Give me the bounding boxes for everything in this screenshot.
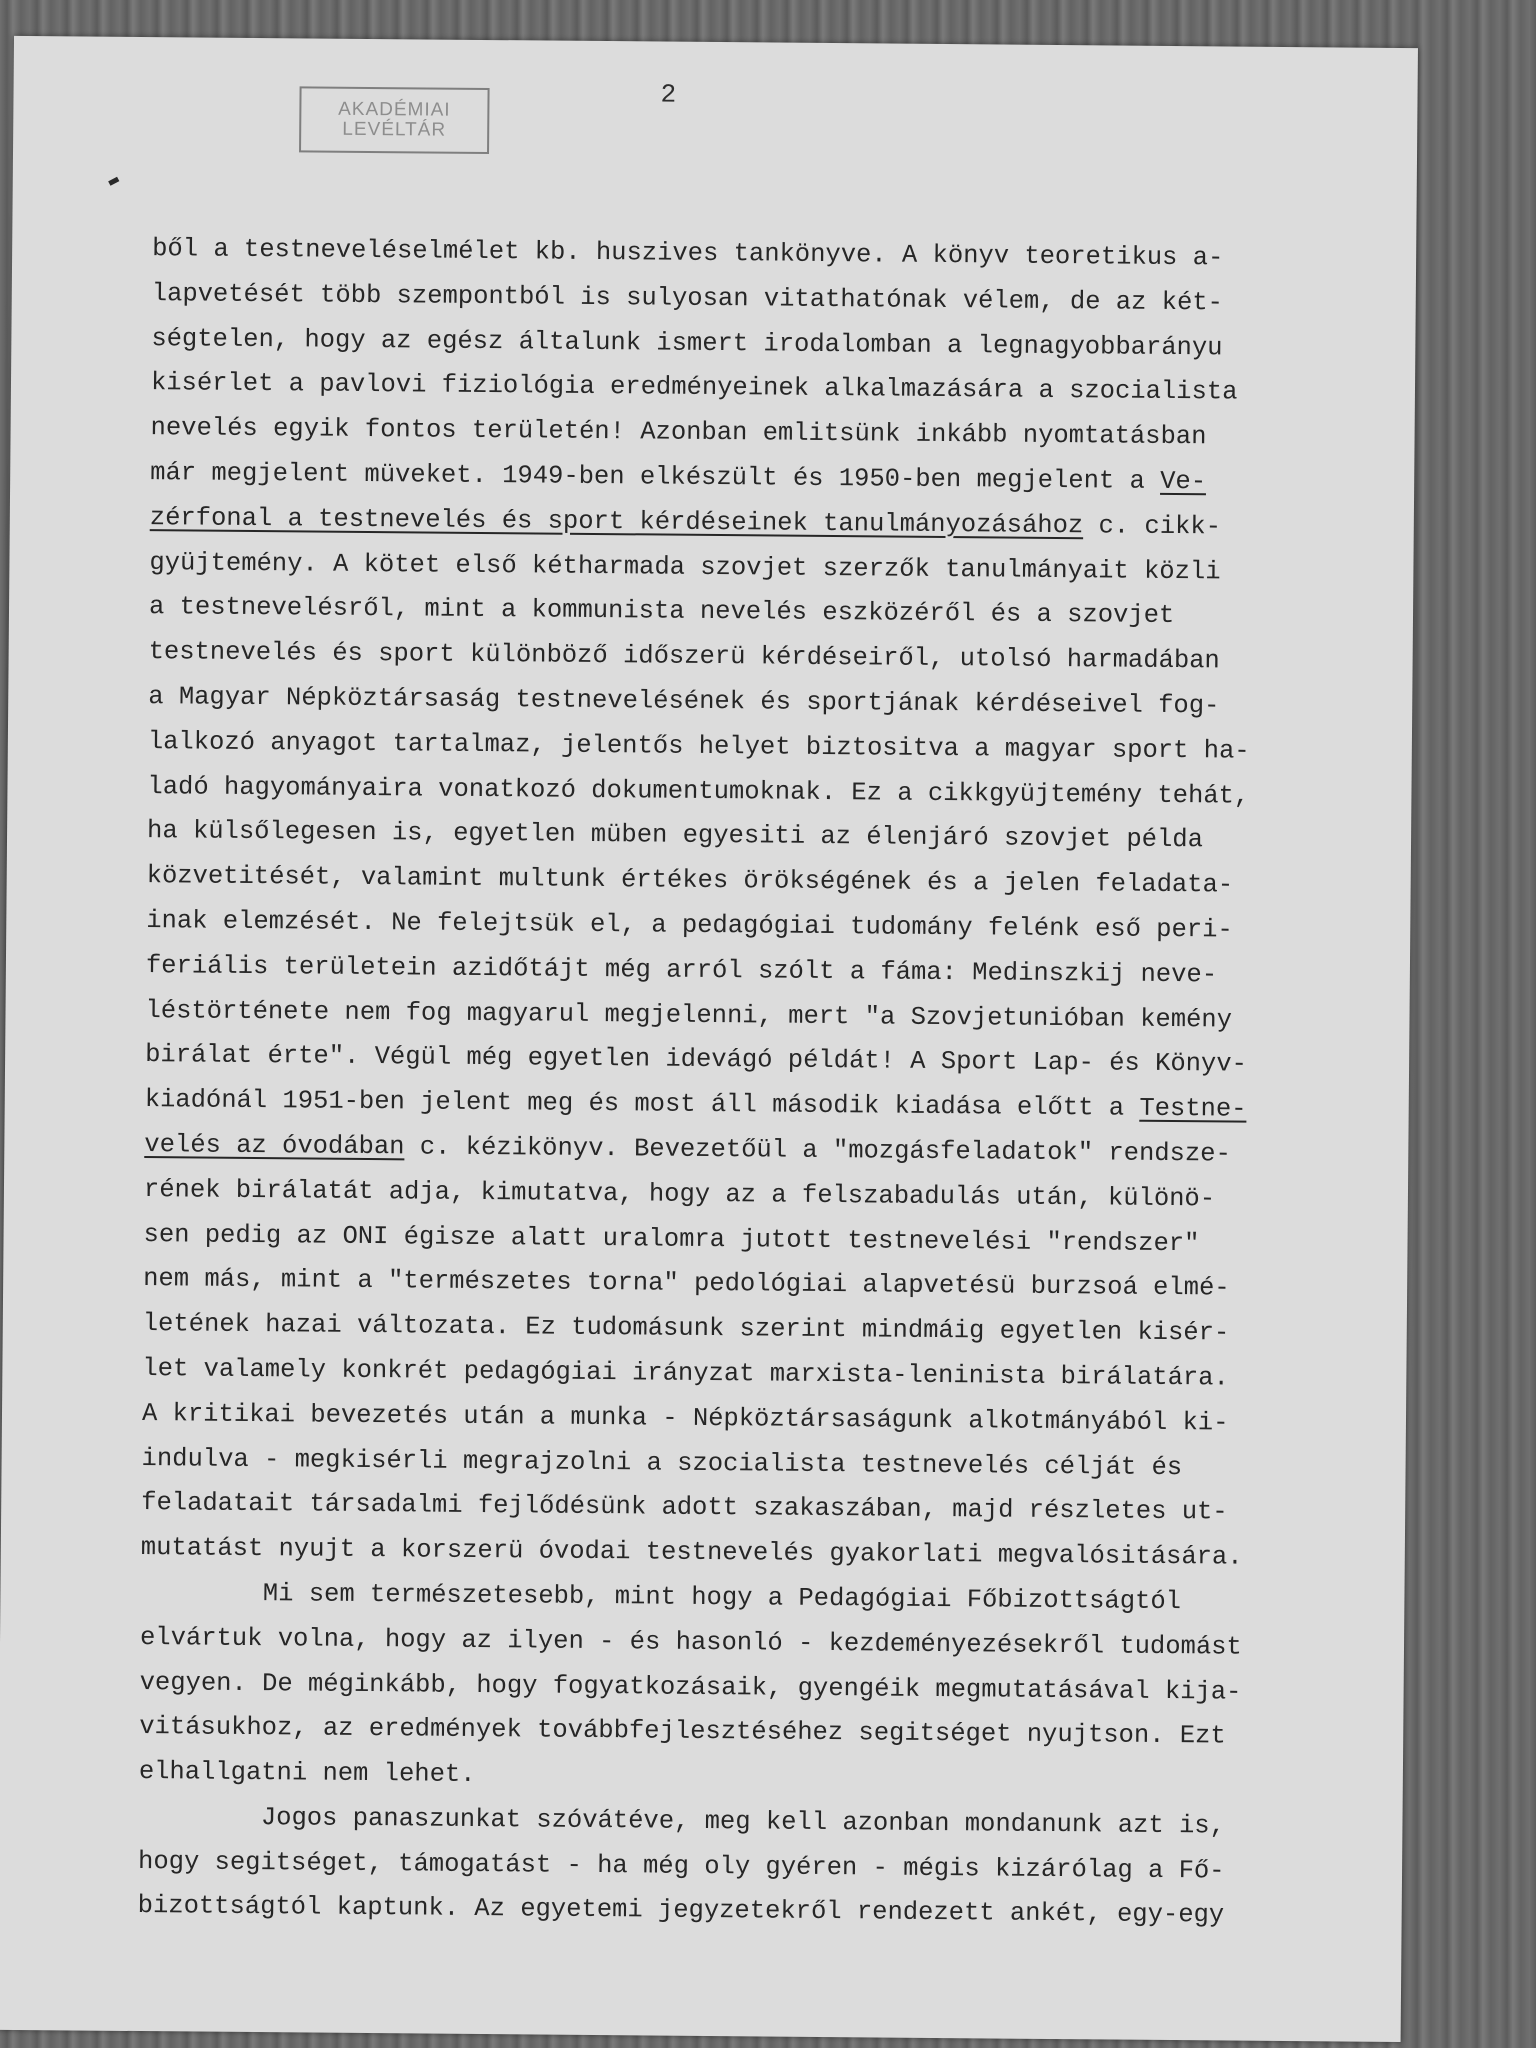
- line-text: birálat érte". Végül még egyetlen idevágó példát! A Sport Lap- és Könyv-: [145, 1040, 1248, 1080]
- line-text: vegyen. De méginkább, hogy fogyatkozásaik, gyengéik megmutatásával kija-: [139, 1667, 1242, 1707]
- underlined-title: Ve-: [1160, 466, 1207, 497]
- line-text: inak elemzését. Ne felejtsük el, a pedagógiai tudomány felénk eső peri-: [146, 906, 1233, 945]
- line-text: Jogos panaszunkat szóvátéve, meg kell azonban mondanunk azt is,: [138, 1801, 1226, 1841]
- ink-mark: [108, 177, 119, 186]
- line-text: feladatait társadalmi fejlődésünk adott szakaszában, majd részletes ut-: [141, 1488, 1228, 1527]
- line-text: Mi sem természetesebb, mint hogy a Pedagógiai Főbizottságtól: [140, 1577, 1182, 1617]
- archive-stamp: [299, 86, 490, 154]
- document-body: [138, 227, 1413, 1940]
- line-text: ből a testneveléselmélet kb. huszives tankönyve. A könyv teoretikus a-: [152, 234, 1224, 273]
- line-text: ha külsőlegesen is, egyetlen müben egyesiti az élenjáró szovjet példa: [146, 816, 1204, 855]
- stamp-line-1: AKADÉMIAI: [338, 98, 451, 121]
- line-text: indulva - megkisérli megrajzolni a szocialista testnevelés célját és: [141, 1443, 1183, 1482]
- line-text: A kritikai bevezetés után a munka - Népköztársaságunk alkotmányából ki-: [141, 1398, 1229, 1438]
- line-text: sen pedig az ONI égisze alatt uralomra jutott testnevelési "rendszer": [143, 1219, 1200, 1258]
- line-text: rének birálatát adja, kimutatva, hogy az a felszabadulás után, különö-: [143, 1174, 1216, 1214]
- line-text-continued: c. cikk-: [1083, 511, 1222, 542]
- line-text: feriális területein azidőtájt még arról szólt a fáma: Medinszkij neve-: [145, 950, 1218, 990]
- underlined-title: zérfonal a testnevelés és sport kérdéseinek tanulmányozásához: [149, 502, 1084, 541]
- stamp-line-2: LEVÉLTÁR: [342, 118, 447, 141]
- underlined-title: Testne-: [1139, 1093, 1247, 1124]
- line-text: testnevelés és sport különböző időszerü kérdéseiről, utolsó harmadában: [148, 637, 1220, 676]
- line-text: gyüjtemény. A kötet első kétharmada szovjet szerzők tanulmányait közli: [149, 547, 1221, 587]
- line-text: kisérlet a pavlovi fiziológia eredményeinek alkalmazására a szocialista: [150, 368, 1238, 407]
- line-text: közvetitését, valamint multunk értékes örökségének és a jelen feladata-: [146, 861, 1234, 900]
- line-text: nem más, mint a "természetes torna" pedológiai alapvetésü burzsoá elmé-: [143, 1264, 1230, 1303]
- page-number: 2: [660, 79, 677, 110]
- line-text: lalkozó anyagot tartalmaz, jelentős helyet biztositva a magyar sport ha-: [147, 726, 1250, 766]
- line-text: vitásukhoz, az eredmények továbbfejlesztéséhez segitséget nyujtson. Ezt: [139, 1712, 1226, 1751]
- line-text-continued: c. kézikönyv. Bevezetőül a "mozgásfeladatok" rendsze-: [404, 1132, 1231, 1169]
- line-text: letének hazai változata. Ez tudomásunk szerint mindmáig egyetlen kisér-: [142, 1309, 1230, 1348]
- line-text: ségtelen, hogy az egész általunk ismert irodalomban a legnagyobbarányu: [151, 323, 1223, 363]
- line-text: lapvetését több szempontból is sulyosan vitathatónak vélem, de az két-: [151, 278, 1224, 318]
- line-text: hogy segitséget, támogatást - ha még oly gyéren - mégis kizárólag a Fő-: [137, 1846, 1225, 1886]
- line-text: bizottságtól kaptunk. Az egyetemi jegyzetekről rendezett ankét, egy-egy: [137, 1891, 1225, 1930]
- line-text: a testnevelésről, mint a kommunista nevelés eszközéről és a szovjet: [148, 592, 1175, 631]
- line-text: nevelés egyik fontos területén! Azonban emlitsünk inkább nyomtatásban: [150, 413, 1207, 452]
- line-text: léstörténete nem fog magyarul megjelenni, mert "a Szovjetunióban kemény: [145, 995, 1233, 1035]
- underlined-title: velés az óvodában: [144, 1129, 405, 1162]
- line-text: a Magyar Népköztársaság testnevelésének és sportjának kérdéseivel fog-: [148, 682, 1220, 721]
- line-text: ladó hagyományaira vonatkozó dokumentumoknak. Ez a cikkgyüjtemény tehát,: [147, 771, 1250, 811]
- document-page: [0, 36, 1418, 2042]
- line-text: elhallgatni nem lehet.: [138, 1757, 476, 1790]
- line-text: let valamely konkrét pedagógiai irányzat marxista-leninista birálatára.: [142, 1353, 1229, 1393]
- line-text: már megjelent müveket. 1949-ben elkészült és 1950-ben megjelent a: [150, 458, 1161, 496]
- line-text: mutatást nyujt a korszerü óvodai testnevelés gyakorlati megvalósitására.: [140, 1533, 1243, 1572]
- text-line: [138, 1885, 1398, 1941]
- line-text: elvártuk volna, hogy az ilyen - és hasonló - kezdeményezésekről tudomást: [139, 1622, 1242, 1662]
- line-text: kiadónál 1951-ben jelent meg és most áll második kiadása előtt a: [144, 1085, 1140, 1123]
